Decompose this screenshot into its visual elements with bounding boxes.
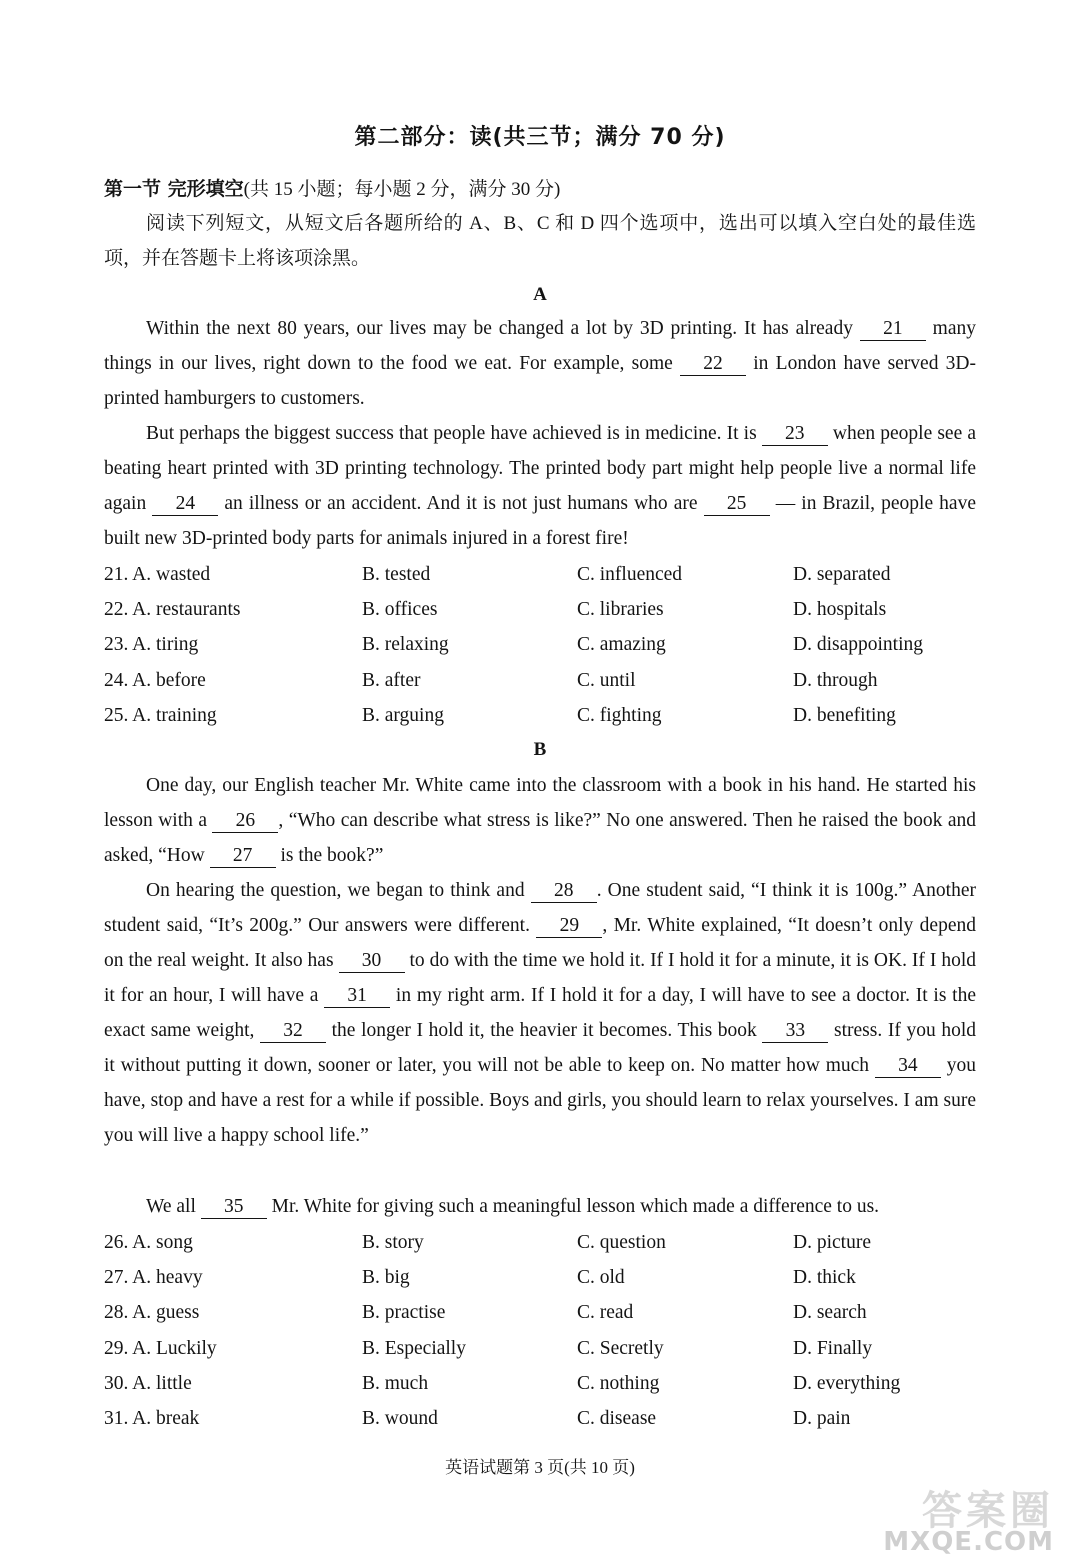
option-d: D. through bbox=[793, 669, 878, 691]
section-heading bbox=[104, 174, 560, 201]
option-row-31 bbox=[104, 1401, 976, 1436]
passage-b-options bbox=[104, 1225, 976, 1436]
blank-21: 21 bbox=[860, 318, 926, 341]
option-row-27 bbox=[104, 1260, 976, 1295]
page-footer: 英语试题第 3 页(共 10 页) bbox=[445, 1458, 635, 1477]
blank-26: 26 bbox=[212, 810, 278, 833]
option-row-30 bbox=[104, 1366, 976, 1401]
text-run: when people see a beating heart printed with 3D printing technology. The printed body part might help people live a normal life again bbox=[104, 423, 976, 514]
option-a: 27. A. heavy bbox=[104, 1267, 203, 1289]
text-run: On hearing the question, we began to think and bbox=[146, 880, 531, 901]
passage-a-options bbox=[104, 557, 976, 733]
option-d: D. separated bbox=[793, 564, 891, 585]
text-run: you have, stop and have a rest for a while if possible. Boys and girls, you should learn to relax yourselves. I am sure you will live a happy school life.” bbox=[104, 1055, 977, 1146]
passage-b-paragraph-2 bbox=[104, 873, 976, 1153]
text-run: Mr. White for giving such a meaningful lesson which made a difference to us. bbox=[266, 1196, 880, 1217]
passage-b-paragraph-1 bbox=[104, 768, 976, 873]
text-run: One day, our English teacher Mr. White came into the classroom with a book in his hand. He started his lesson with a bbox=[104, 775, 976, 831]
option-b: B. much bbox=[362, 1372, 429, 1394]
text-run: , Mr. White explained, “It doesn’t only depend on the real weight. It also has bbox=[104, 915, 976, 971]
option-d: D. search bbox=[793, 1302, 867, 1324]
option-b: B. practise bbox=[362, 1302, 446, 1324]
option-d: D. picture bbox=[793, 1232, 871, 1253]
text-run: is the book?” bbox=[275, 845, 384, 866]
option-c: C. nothing bbox=[577, 1372, 660, 1394]
option-a: 21. A. wasted bbox=[104, 564, 211, 585]
option-d: D. disappointing bbox=[793, 634, 923, 656]
option-c: C. influenced bbox=[577, 564, 683, 585]
passage-a-paragraph-1 bbox=[104, 311, 976, 416]
watermark-logo bbox=[883, 1479, 1058, 1559]
text-run: Within the next 80 years, our lives may be changed a lot by 3D printing. It has already bbox=[146, 318, 860, 339]
option-c: C. amazing bbox=[577, 634, 666, 656]
option-c: C. Secretly bbox=[577, 1337, 664, 1359]
watermark-bottom-text: MXQE.COM bbox=[883, 1527, 1054, 1557]
text-run: , “Who can describe what stress is like?” No one answered. Then he raised the book and asked, “How bbox=[104, 810, 976, 866]
option-c: C. read bbox=[577, 1302, 634, 1324]
option-a: 29. A. Luckily bbox=[104, 1337, 217, 1359]
text-run: — in Brazil, people have built new 3D-printed body parts for animals injured in a forest fire! bbox=[104, 493, 976, 549]
passage-b-letter: B bbox=[533, 739, 547, 760]
option-row-22 bbox=[104, 592, 976, 627]
exam-page bbox=[104, 0, 976, 1567]
option-a: 31. A. break bbox=[104, 1407, 200, 1429]
option-b: B. after bbox=[362, 669, 421, 691]
blank-24: 24 bbox=[152, 493, 218, 516]
option-a: 26. A. song bbox=[104, 1232, 193, 1253]
text-run: the longer I hold it, the heavier it becomes. This book bbox=[326, 1020, 763, 1041]
option-a: 28. A. guess bbox=[104, 1302, 200, 1324]
passage-a-letter: A bbox=[533, 284, 547, 305]
option-row-23 bbox=[104, 627, 976, 662]
option-a: 22. A. restaurants bbox=[104, 599, 241, 621]
option-a: 24. A. before bbox=[104, 669, 206, 691]
option-d: D. everything bbox=[793, 1372, 901, 1394]
text-run: But perhaps the biggest success that people have achieved is in medicine. It is bbox=[146, 423, 762, 444]
option-d: D. thick bbox=[793, 1267, 856, 1289]
text-run: . One student said, “I think it is 100g.” Another student said, “It’s 200g.” Our answers were different. bbox=[104, 880, 976, 936]
blank-35: 35 bbox=[201, 1196, 267, 1219]
option-c: C. question bbox=[577, 1232, 666, 1253]
instructions: 阅读下列短文，从短文后各题所给的 A、B、C 和 D 四个选项中，选出可以填入空白处的最佳选项，并在答题卡上将该项涂黑。 bbox=[104, 213, 976, 269]
text-run: stress. If you hold it without putting it down, sooner or later, you will not be able to keep on. No matter how much bbox=[104, 1020, 976, 1076]
option-b: B. arguing bbox=[362, 704, 444, 726]
option-a: 25. A. training bbox=[104, 704, 217, 726]
blank-30: 30 bbox=[339, 950, 405, 973]
option-d: D. hospitals bbox=[793, 599, 887, 621]
blank-27: 27 bbox=[210, 845, 276, 868]
section-name: 第一节 完形填空 bbox=[104, 178, 244, 200]
blank-34: 34 bbox=[875, 1055, 941, 1078]
option-row-24 bbox=[104, 663, 976, 698]
option-b: B. big bbox=[362, 1267, 410, 1289]
option-c: C. until bbox=[577, 669, 636, 691]
option-b: B. wound bbox=[362, 1407, 438, 1429]
section-meta: (共 15 小题；每小题 2 分，满分 30 分) bbox=[243, 179, 561, 200]
option-c: C. libraries bbox=[577, 599, 664, 621]
option-row-29 bbox=[104, 1331, 976, 1366]
blank-22: 22 bbox=[680, 353, 746, 376]
option-row-28 bbox=[104, 1295, 976, 1330]
option-d: D. Finally bbox=[793, 1337, 873, 1359]
option-row-25 bbox=[104, 698, 976, 733]
option-a: 23. A. tiring bbox=[104, 634, 199, 656]
blank-25: 25 bbox=[704, 493, 770, 516]
text-run: many things in our lives, right down to the food we eat. For example, some bbox=[104, 318, 976, 374]
blank-23: 23 bbox=[762, 423, 828, 446]
option-b: B. Especially bbox=[362, 1337, 466, 1359]
option-b: B. relaxing bbox=[362, 634, 449, 656]
blank-32: 32 bbox=[260, 1020, 326, 1043]
blank-33: 33 bbox=[762, 1020, 828, 1043]
watermark-top-text: 答案圈 bbox=[922, 1488, 1054, 1534]
part-title: 第二部分：读(共三节；满分 70 分) bbox=[354, 125, 726, 150]
text-run: an illness or an accident. And it is not just humans who are bbox=[218, 493, 704, 514]
blank-29: 29 bbox=[536, 915, 602, 938]
option-b: B. offices bbox=[362, 599, 438, 621]
option-b: B. tested bbox=[362, 564, 431, 585]
option-row-21 bbox=[104, 557, 976, 592]
option-c: C. old bbox=[577, 1267, 625, 1289]
text-run: to do with the time we hold it. If I hold it for a minute, it is OK. If I hold it for an hour, I will have a bbox=[104, 950, 976, 1006]
text-run: in London have served 3D-printed hamburgers to customers. bbox=[104, 353, 977, 409]
option-c: C. disease bbox=[577, 1407, 657, 1429]
passage-a-paragraph-2 bbox=[104, 416, 976, 556]
blank-28: 28 bbox=[531, 880, 597, 903]
option-d: D. benefiting bbox=[793, 704, 896, 726]
option-row-26 bbox=[104, 1225, 976, 1260]
option-a: 30. A. little bbox=[104, 1372, 192, 1394]
option-d: D. pain bbox=[793, 1407, 851, 1429]
blank-31: 31 bbox=[324, 985, 390, 1008]
option-c: C. fighting bbox=[577, 704, 662, 726]
passage-b-paragraph-3 bbox=[104, 1189, 976, 1224]
text-run: in my right arm. If I hold it for a day, I will have to see a doctor. It is the exact same weight, bbox=[104, 985, 976, 1041]
text-run: We all bbox=[146, 1196, 201, 1217]
option-b: B. story bbox=[362, 1232, 424, 1253]
